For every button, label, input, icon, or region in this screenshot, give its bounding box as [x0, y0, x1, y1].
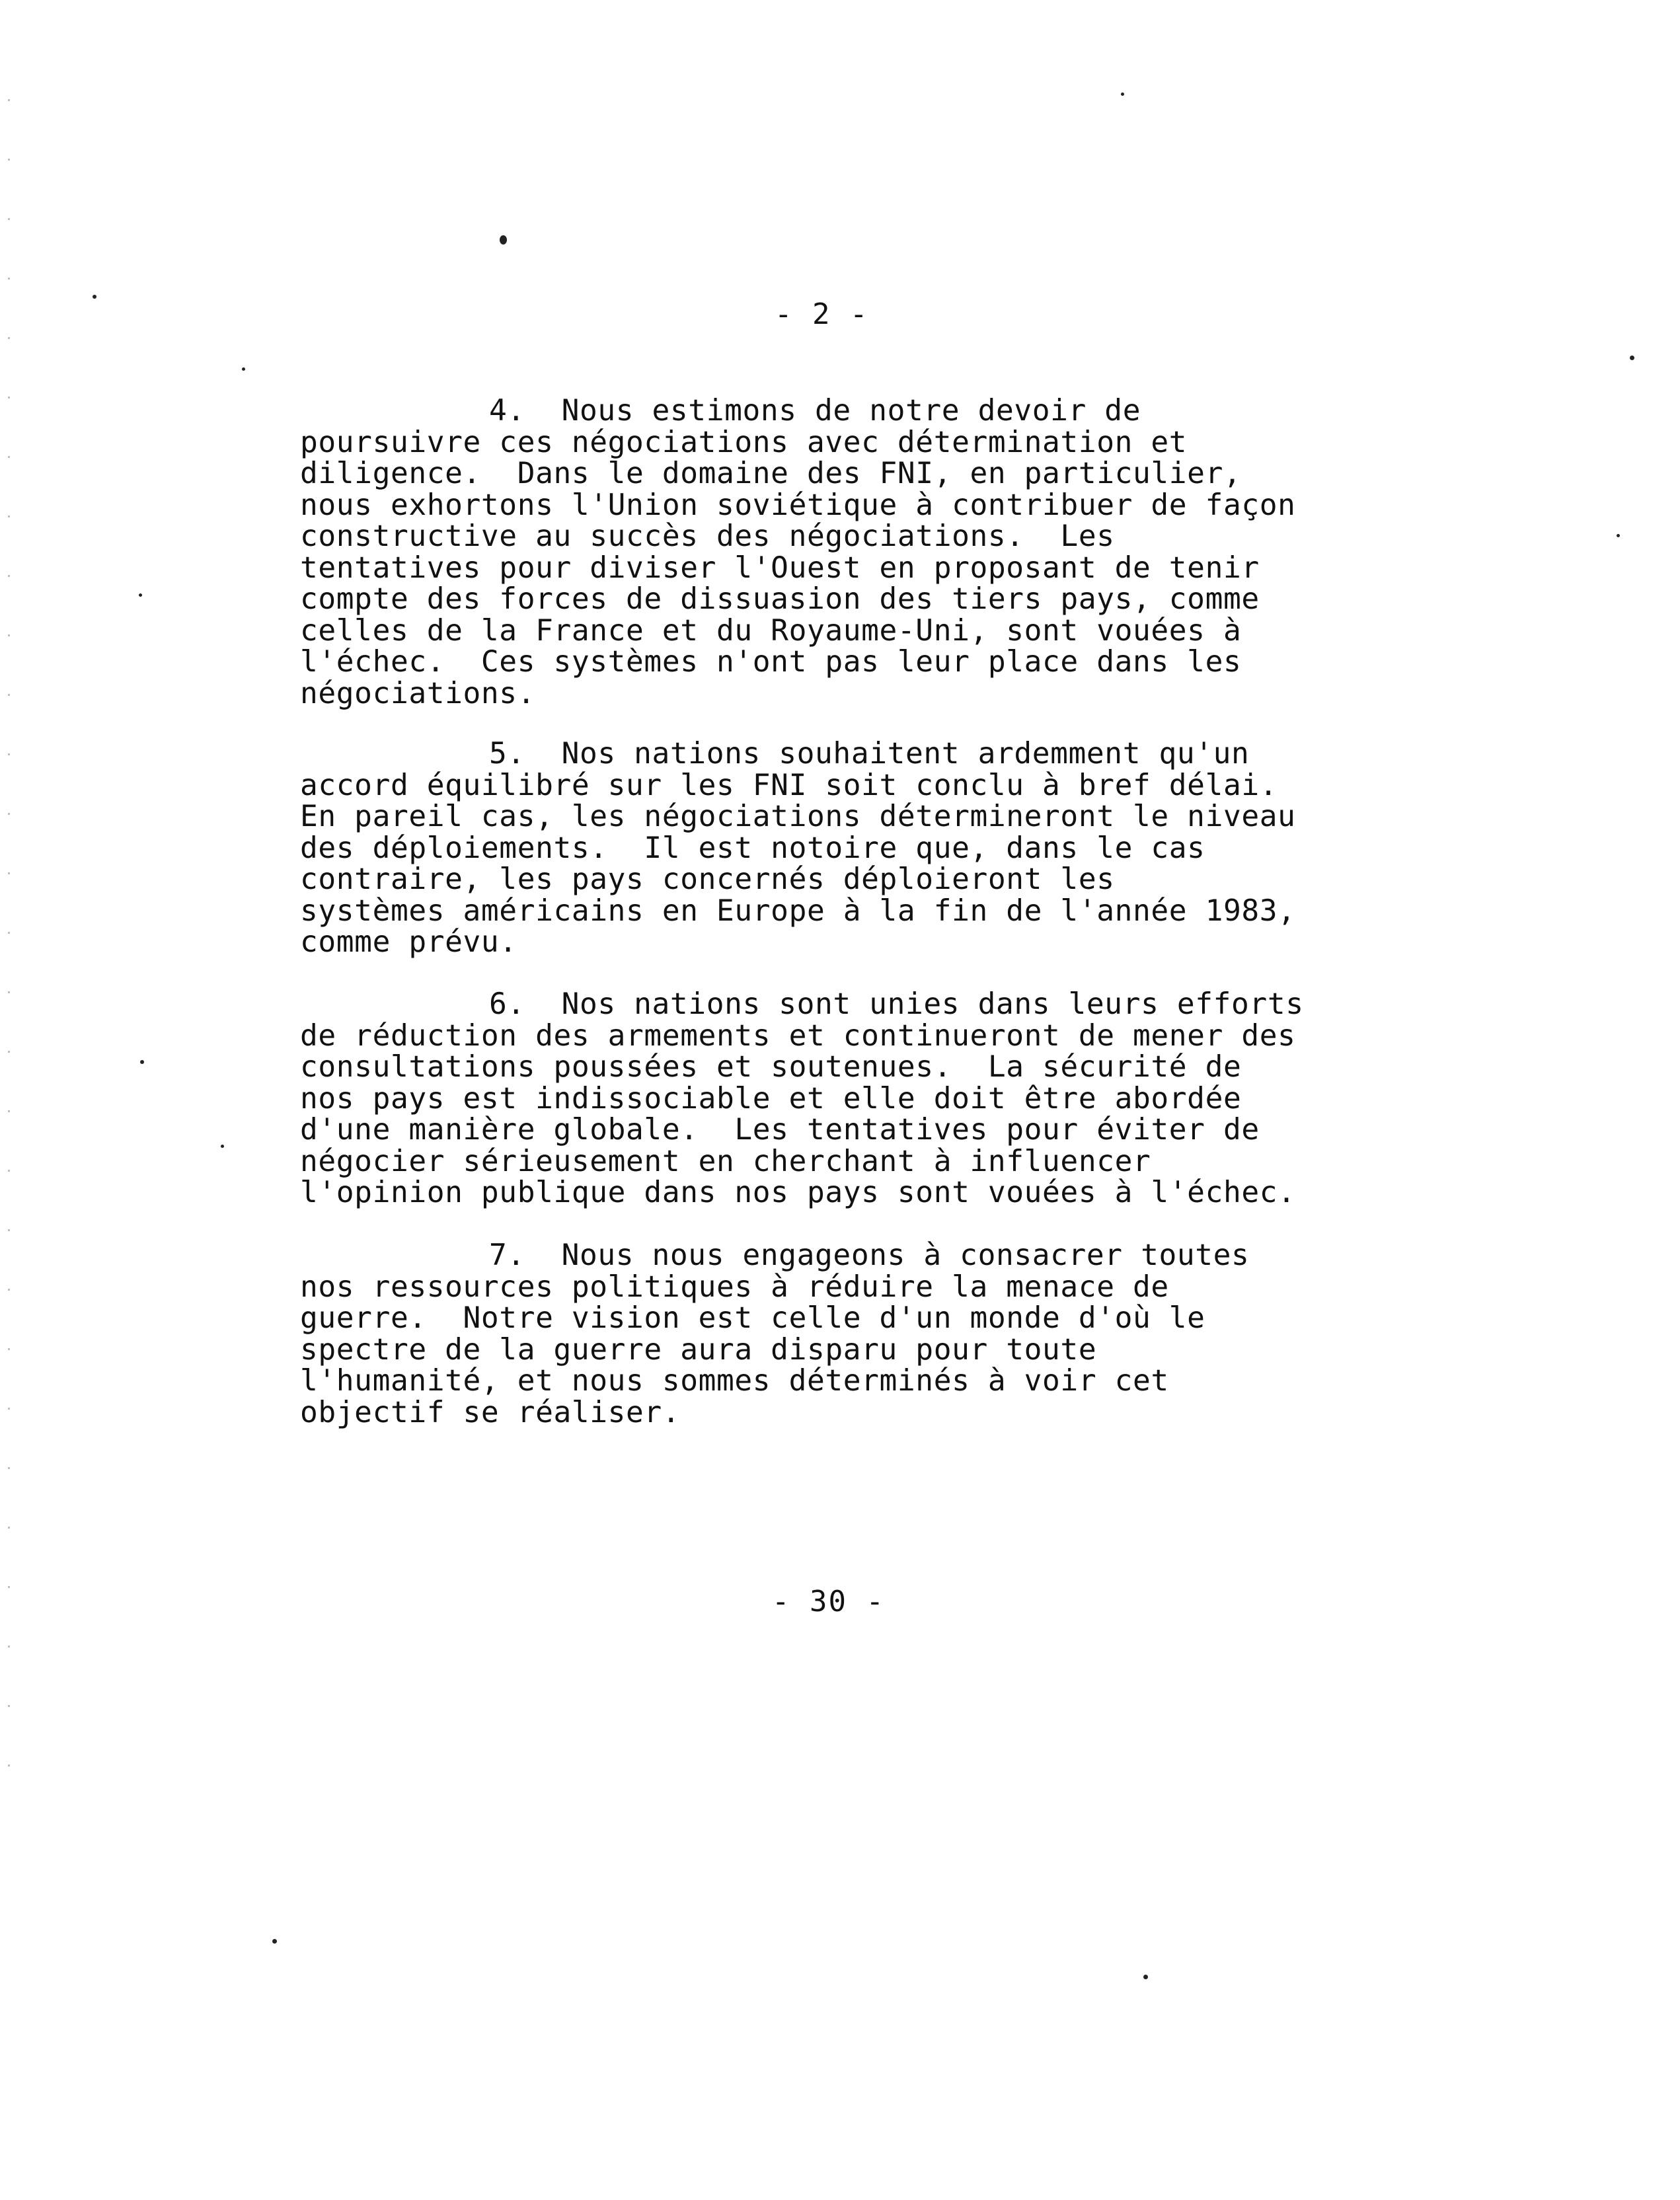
- paragraph-line: tentatives pour diviser l'Ouest en proposant de tenir: [300, 550, 1260, 585]
- paragraph-line: poursuivre ces négociations avec détermination et: [300, 425, 1188, 459]
- paragraph-line: En pareil cas, les négociations détermineront le niveau: [300, 800, 1296, 833]
- paragraph-line: 4. Nous estimons de notre devoir de: [489, 394, 1141, 428]
- scan-speck: [140, 1060, 144, 1064]
- paragraph-line: objectif se réaliser.: [300, 1395, 681, 1429]
- paragraph-line: celles de la France et du Royaume-Uni, sont vouées à: [300, 613, 1242, 648]
- paragraph-line: 7. Nous nous engageons à consacrer toutes: [489, 1238, 1250, 1272]
- scan-edge-marks: [8, 99, 10, 1817]
- paragraph-6: [300, 989, 1391, 1209]
- paragraph-5: [300, 738, 1391, 958]
- paragraph-line: accord équilibré sur les FNI soit conclu à bref délai.: [300, 768, 1278, 802]
- paragraph-7: [300, 1240, 1391, 1428]
- paragraph-line: nos pays est indissociable et elle doit être abordée: [300, 1081, 1242, 1116]
- scan-speck: [500, 235, 507, 245]
- paragraph-line: systèmes américains en Europe à la fin de l'année 1983,: [300, 893, 1296, 928]
- paragraph-4: [300, 395, 1391, 709]
- paragraph-line: constructive au succès des négociations. Les: [300, 519, 1115, 553]
- top-page-number: - 2 -: [775, 297, 869, 331]
- scan-speck: [1617, 534, 1620, 537]
- paragraph-line: de réduction des armements et continueront de mener des: [300, 1018, 1296, 1053]
- paragraph-line: 5. Nos nations souhaitent ardemment qu'un: [489, 737, 1250, 771]
- paragraph-line: nos ressources politiques à réduire la menace de: [300, 1270, 1169, 1304]
- scan-speck: [272, 1939, 277, 1944]
- paragraph-line: négociations.: [300, 676, 536, 710]
- scan-speck: [1121, 93, 1124, 96]
- paragraph-line: contraire, les pays concernés déploieront les: [300, 862, 1115, 896]
- paragraph-line: compte des forces de dissuasion des tiers pays, comme: [300, 582, 1260, 616]
- paragraph-line: négocier sérieusement en cherchant à influencer: [300, 1144, 1151, 1178]
- scan-speck: [139, 593, 142, 597]
- scan-speck: [242, 367, 245, 371]
- scan-speck: [1630, 356, 1634, 360]
- paragraph-line: des déploiements. Il est notoire que, dans le cas: [300, 831, 1205, 865]
- paragraph-line: l'humanité, et nous sommes déterminés à voir cet: [300, 1364, 1169, 1398]
- paragraph-line: guerre. Notre vision est celle d'un monde d'où le: [300, 1301, 1205, 1335]
- scan-speck: [93, 295, 96, 299]
- paragraph-line: comme prévu.: [300, 925, 517, 959]
- paragraph-line: spectre de la guerre aura disparu pour toute: [300, 1332, 1097, 1367]
- bottom-page-number: - 30 -: [772, 1585, 885, 1618]
- paragraph-line: nous exhortons l'Union soviétique à contribuer de façon: [300, 488, 1296, 522]
- scan-speck: [221, 1145, 224, 1148]
- scan-speck: [1143, 1975, 1148, 1979]
- paragraph-line: consultations poussées et soutenues. La sécurité de: [300, 1050, 1242, 1084]
- paragraph-line: diligence. Dans le domaine des FNI, en particulier,: [300, 457, 1242, 490]
- paragraph-line: d'une manière globale. Les tentatives pour éviter de: [300, 1113, 1260, 1147]
- paragraph-line: l'opinion publique dans nos pays sont vouées à l'échec.: [300, 1176, 1296, 1209]
- paragraph-line: 6. Nos nations sont unies dans leurs efforts: [489, 987, 1304, 1021]
- paragraph-line: l'échec. Ces systèmes n'ont pas leur place dans les: [300, 645, 1242, 679]
